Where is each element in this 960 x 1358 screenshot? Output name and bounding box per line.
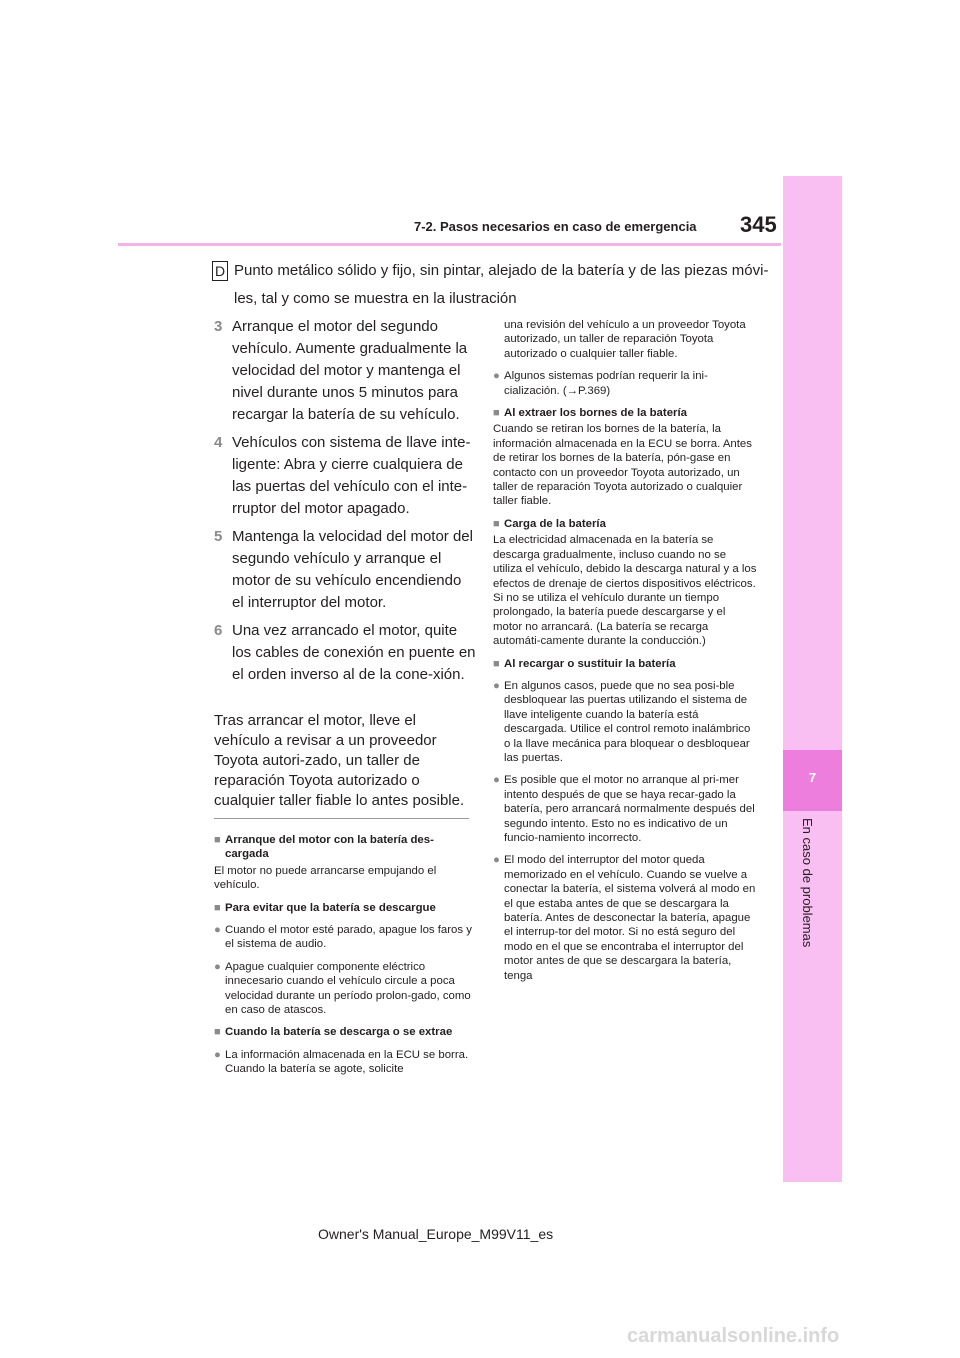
header-rule [118,243,781,246]
note-bullet: ● Es posible que el motor no arranque al pri-mer intento después de que se haya recar-gado la batería, pero arrancará normalmente después del segundo intento. Esto no es indicativo de un funcio-namiento incorrecto. [493,774,755,844]
circle-bullet-icon: ● [214,960,221,973]
footer-manual-id: Owner's Manual_Europe_M99V11_es [318,1226,554,1242]
item-d-text-line1: Punto metálico sólido y fijo, sin pintar, alejado de la batería y de las piezas móvi- [234,262,769,279]
note-heading: ■ Al recargar o sustituir la batería [493,657,676,670]
chapter-side-tab [783,176,842,1182]
circle-bullet-icon: ● [214,1048,221,1061]
note-bullet: ● La información almacenada en la ECU se borra. Cuando la batería se agote, solicite [214,1048,469,1076]
note-heading: ■ Al extraer los bornes de la batería [493,407,687,420]
square-bullet-icon: ■ [214,901,221,914]
note-bullet: ● Cuando el motor esté parado, apague los faros y el sistema de audio. [214,924,472,951]
circle-bullet-icon: ● [493,774,500,787]
note-paragraph: Cuando se retiran los bornes de la batería, la información almacenada en la ECU se borra. Antes de retirar los bornes de la batería, pón-gase en contacto con un proveedor Toyota autorizado, un taller de reparación Toyota autorizado o cualquier taller fiable. [493,423,752,508]
item-label-d: D [212,261,228,281]
step-number: 6 [214,622,223,639]
note-continuation: una revisión del vehículo a un proveedor Toyota autorizado, un taller de reparación Toyota autorizado o cualquier taller fiable. [504,319,746,360]
section-title: 7-2. Pasos necesarios en caso de emergencia [414,219,697,234]
step-item [214,316,476,426]
step-item [214,620,476,686]
note-bullet: ● El modo del interruptor del motor queda memorizado en el vehículo. Cuando se vuelve a conectar la batería, el sistema volverá al modo en el que estaba antes de que se descargara la batería. Antes de desconectar la batería, apague el interrup-tor del motor. Si no está seguro del modo en el que se encontraba el interruptor del motor antes de que se descargara la batería, tenga [493,854,756,982]
note-heading: ■ Para evitar que la batería se descargue [214,901,436,914]
note-heading: ■ Carga de la batería [493,517,606,530]
item-d-text-line2: les, tal y como se muestra en la ilustración [234,290,517,307]
notes-divider [214,818,469,819]
note-paragraph: La electricidad almacenada en la batería se descarga gradualmente, incluso cuando no se utiliza el vehículo, debido la descarga natural y a los efectos de drenaje de ciertos dispositivos eléctricos. Si no se utiliza el vehículo durante un tiempo prolongado, la batería puede descargarse y el motor no arrancará. (La batería se recarga automáti-camente durante la conducción.) [493,534,757,648]
note-bullet: ● Algunos sistemas podrían requerir la ini-cialización. (→P.369) [493,370,708,397]
square-bullet-icon: ■ [493,657,500,670]
step-number: 5 [214,528,223,545]
watermark: carmanualsonline.info [627,1325,840,1347]
step-text: Vehículos con sistema de llave inte-ligente: Abra y cierre cualquiera de las puertas del vehículo con el inte-rruptor del motor apagado. [232,434,471,517]
notes-left-column [214,833,472,1077]
circle-bullet-icon: ● [493,679,500,692]
chapter-title: En caso de problemas [800,818,815,948]
page-number: 345 [740,212,777,237]
step-number: 3 [214,318,223,335]
note-bullet: ● Apague cualquier componente eléctrico innecesario cuando el vehículo circule a poca velocidad durante un período prolon-gado, como en caso de atascos. [214,960,471,1017]
note-paragraph: El motor no puede arrancarse empujando el vehículo. [214,864,437,892]
chapter-number: 7 [808,770,817,785]
step-item [214,432,476,520]
square-bullet-icon: ■ [493,407,500,420]
notes-right-column [493,318,757,983]
square-bullet-icon: ■ [214,834,221,846]
note-bullet: ● En algunos casos, puede que no sea posi-ble desbloquear las puertas utilizando el sistema de llave inteligente cuando la batería está descargada. Utilice el control remoto inalámbrico o la llave mecánica para bloquear o desbloquear las puertas. [493,679,751,764]
circle-bullet-icon: ● [493,370,500,383]
square-bullet-icon: ■ [214,1026,221,1039]
step-item [214,526,476,614]
step-text: Mantenga la velocidad del motor del segundo vehículo y arranque el motor de su vehículo encendiendo el interruptor del motor. [232,528,473,611]
step-text: Una vez arrancado el motor, quite los cables de conexión en puente en el orden inverso al de la cone-xión. [232,622,476,683]
procedure-steps [214,316,476,692]
square-bullet-icon: ■ [493,517,500,530]
step-text: Arranque el motor del segundo vehículo. Aumente gradualmente la velocidad del motor y mantenga el nivel durante unos 5 minutos para recargar la batería de su vehículo. [232,318,468,423]
circle-bullet-icon: ● [493,854,500,867]
step-number: 4 [214,434,223,451]
circle-bullet-icon: ● [214,924,221,937]
note-heading: ■ Cuando la batería se descarga o se extrae [214,1026,453,1039]
after-start-paragraph: Tras arrancar el motor, lleve el vehículo a revisar a un proveedor Toyota autori-zado, un taller de reparación Toyota autorizado o cualquier taller fiable lo antes posible. [214,712,465,809]
note-heading: ■ Arranque del motor con la batería des-cargada [214,834,434,861]
